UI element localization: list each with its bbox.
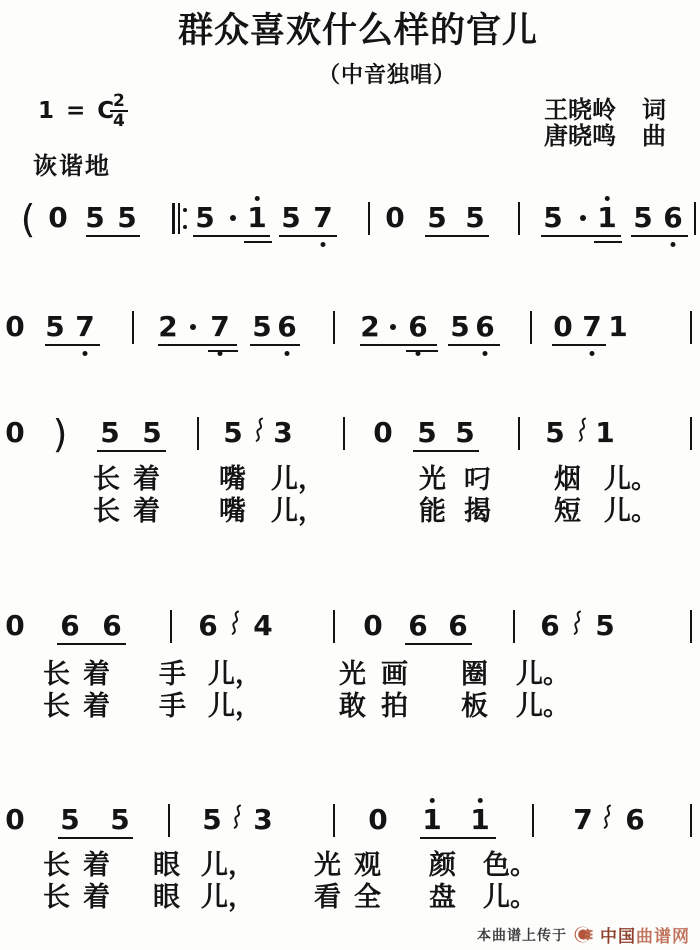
uploaded-by-text: 本曲谱上传于 (477, 927, 567, 944)
beam-underline (279, 235, 337, 237)
note-token: 0 (385, 201, 405, 234)
rhythm-dot (390, 324, 396, 330)
lyric-char: 着 (83, 659, 110, 690)
note-token: 5 (195, 201, 215, 234)
note-token: 6 (60, 609, 80, 642)
note-token: 0 (5, 416, 25, 449)
note-token: 5 (543, 201, 563, 234)
barline (197, 417, 199, 450)
beam-underline (541, 235, 621, 237)
lyric-char: 嘴 (219, 464, 246, 495)
parenthesis: ) (52, 412, 68, 456)
note-token: 3 (253, 803, 273, 836)
lyric-char: 揭 (464, 496, 491, 527)
barline (333, 311, 335, 344)
barline (170, 610, 172, 643)
gliss-icon (597, 803, 615, 837)
lyric-char: 眼 (153, 850, 180, 881)
note-token: 2 (360, 310, 380, 343)
barline (690, 311, 692, 344)
note-token: 0 (5, 310, 25, 343)
beam-underline (97, 450, 166, 452)
note-token: 1 (597, 204, 616, 232)
barline (690, 804, 692, 837)
site-logo-icon (574, 925, 593, 944)
barline (168, 804, 170, 837)
time-signature-numerator: 2 (113, 91, 125, 111)
beam-underline (158, 344, 237, 346)
lyric-char: 儿， (271, 496, 325, 527)
note-token: 5 (417, 416, 437, 449)
note-token: 1 (595, 416, 615, 449)
gliss-icon (227, 803, 245, 837)
repeat-sign (172, 203, 187, 234)
note-token: 5 (110, 803, 130, 836)
octave-dot-below (83, 351, 88, 356)
octave-dot-below (285, 351, 290, 356)
note-token: 0 (5, 803, 25, 836)
octave-dot-above (429, 798, 434, 803)
note-token: 1 (422, 806, 441, 834)
barline (368, 202, 370, 235)
note-token: 7 (573, 803, 593, 836)
barline (333, 804, 335, 837)
lyric-char: 板 (461, 691, 488, 722)
octave-dot-above (604, 196, 609, 201)
barline (690, 610, 692, 643)
barline (333, 610, 335, 643)
lyric-char: 短 (554, 496, 581, 527)
barline (518, 417, 520, 450)
note-token: 5 (142, 416, 162, 449)
lyric-char: 嘴 (219, 496, 246, 527)
lyric-char: 儿， (201, 850, 255, 881)
rhythm-dot (580, 215, 586, 221)
note-token: 6 (408, 609, 428, 642)
lyric-char: 儿。 (483, 882, 537, 913)
beam-underline (57, 643, 126, 645)
rhythm-dot (230, 215, 236, 221)
site-name-prefix: 中国 (600, 927, 636, 947)
tempo-marking: 诙谐地 (33, 152, 111, 180)
rhythm-dot (190, 324, 196, 330)
note-token: 5 (545, 416, 565, 449)
composer-name: 唐晓鸣 (544, 122, 616, 151)
parenthesis: ( (20, 197, 36, 241)
lyric-char: 颜 (429, 850, 456, 881)
note-token: 5 (202, 803, 222, 836)
beam-underline (58, 837, 133, 839)
octave-dot-below (483, 351, 488, 356)
barline (343, 417, 345, 450)
lyric-char: 儿， (201, 882, 255, 913)
lyric-char: 手 (159, 659, 186, 690)
lyric-char: 儿。 (604, 496, 658, 527)
lyric-char: 儿。 (604, 464, 658, 495)
lyric-char: 儿。 (516, 691, 570, 722)
beam-underline (594, 241, 622, 243)
beam-underline (250, 344, 300, 346)
beam-underline (244, 241, 272, 243)
note-token: 6 (408, 310, 428, 343)
composer-role: 曲 (642, 122, 666, 151)
note-token: 3 (273, 416, 293, 449)
beam-underline (208, 350, 238, 352)
note-token: 6 (277, 310, 297, 343)
lyric-char: 光 (314, 850, 341, 881)
lyric-char: 圈 (461, 659, 488, 690)
lyric-char: 长 (93, 464, 120, 495)
note-token: 0 (5, 609, 25, 642)
note-token: 5 (465, 201, 485, 234)
lyric-char: 长 (43, 882, 70, 913)
note-token: 0 (553, 310, 573, 343)
barline (532, 804, 534, 837)
lyric-char: 长 (43, 659, 70, 690)
note-token: 5 (85, 201, 105, 234)
beam-underline (552, 344, 606, 346)
note-token: 6 (448, 609, 468, 642)
lyric-char: 全 (354, 882, 381, 913)
note-token: 0 (48, 201, 68, 234)
lyric-char: 盘 (429, 882, 456, 913)
lyric-char: 长 (93, 496, 120, 527)
note-token: 1 (247, 204, 266, 232)
note-token: 6 (102, 609, 122, 642)
lyric-char: 色。 (483, 850, 537, 881)
lyric-char: 着 (83, 850, 110, 881)
note-token: 5 (100, 416, 120, 449)
lyric-char: 拍 (381, 691, 408, 722)
gliss-icon (567, 609, 585, 643)
beam-underline (413, 450, 479, 452)
note-token: 5 (45, 310, 65, 343)
note-token: 7 (582, 310, 602, 343)
octave-dot-above (477, 798, 482, 803)
beam-underline (86, 235, 140, 237)
note-token: 5 (252, 310, 272, 343)
subtitle: （中音独唱） (317, 63, 457, 88)
note-token: 0 (373, 416, 393, 449)
note-token: 4 (253, 609, 273, 642)
footer-watermark (477, 922, 690, 947)
beam-underline (425, 235, 489, 237)
lyric-char: 眼 (153, 882, 180, 913)
note-token: 0 (368, 803, 388, 836)
barline (132, 311, 134, 344)
lyric-char: 光 (419, 464, 446, 495)
note-token: 2 (158, 310, 178, 343)
note-token: 6 (625, 803, 645, 836)
note-token: 6 (663, 201, 683, 234)
lyric-char: 长 (43, 850, 70, 881)
lyricist-name: 王晓岭 (544, 96, 616, 124)
lyric-char: 长 (43, 691, 70, 722)
barline (530, 311, 532, 344)
lyric-char: 敢 (339, 691, 366, 722)
lyric-char: 画 (381, 659, 408, 690)
note-token: 5 (60, 803, 80, 836)
note-token: 1 (470, 806, 489, 834)
credits (544, 98, 666, 149)
note-token: 7 (75, 310, 95, 343)
beam-underline (360, 344, 437, 346)
note-token: 5 (595, 609, 615, 642)
lyric-char: 手 (159, 691, 186, 722)
beam-underline (631, 235, 688, 237)
time-signature (110, 93, 128, 130)
site-name-suffix: 曲谱网 (636, 927, 690, 947)
beam-underline (193, 235, 270, 237)
note-token: 5 (117, 201, 137, 234)
note-token: 5 (450, 310, 470, 343)
note-token: 0 (363, 609, 383, 642)
lyric-char: 烟 (554, 464, 581, 495)
key-signature: 1 = C (38, 98, 117, 124)
note-token: 6 (540, 609, 560, 642)
note-token: 5 (633, 201, 653, 234)
time-signature-denominator: 4 (110, 110, 128, 130)
note-token: 6 (475, 310, 495, 343)
note-token: 5 (427, 201, 447, 234)
beam-underline (405, 643, 472, 645)
gliss-icon (249, 416, 267, 450)
barline (518, 202, 520, 235)
lyric-char: 光 (339, 659, 366, 690)
page-title: 群众喜欢什么样的官儿 (177, 11, 539, 51)
composer-credit (544, 124, 666, 149)
lyric-char: 着 (83, 882, 110, 913)
lyric-char: 看 (314, 882, 341, 913)
lyric-char: 着 (133, 464, 160, 495)
lyric-char: 儿， (208, 659, 262, 690)
octave-dot-below (590, 351, 595, 356)
lyric-char: 观 (354, 850, 381, 881)
barline (690, 417, 692, 450)
barline (513, 610, 515, 643)
octave-dot-below (321, 242, 326, 247)
note-token: 1 (608, 310, 628, 343)
barline (694, 202, 696, 235)
note-token: 5 (223, 416, 243, 449)
gliss-icon (572, 416, 590, 450)
lyric-char: 能 (419, 496, 446, 527)
lyric-char: 儿。 (516, 659, 570, 690)
gliss-icon (225, 609, 243, 643)
lyric-char: 儿， (271, 464, 325, 495)
note-token: 7 (313, 201, 333, 234)
octave-dot-above (254, 196, 259, 201)
beam-underline (420, 837, 496, 839)
lyric-char: 着 (133, 496, 160, 527)
beam-underline (406, 350, 438, 352)
beam-underline (45, 344, 100, 346)
lyric-char: 儿， (208, 691, 262, 722)
octave-dot-below (671, 242, 676, 247)
note-token: 7 (210, 310, 230, 343)
lyric-char: 着 (83, 691, 110, 722)
beam-underline (448, 344, 500, 346)
lyric-char: 叼 (464, 464, 491, 495)
note-token: 5 (455, 416, 475, 449)
note-token: 6 (198, 609, 218, 642)
note-token: 5 (281, 201, 301, 234)
lyricist-role: 词 (642, 96, 666, 124)
lyricist-credit (544, 98, 666, 123)
